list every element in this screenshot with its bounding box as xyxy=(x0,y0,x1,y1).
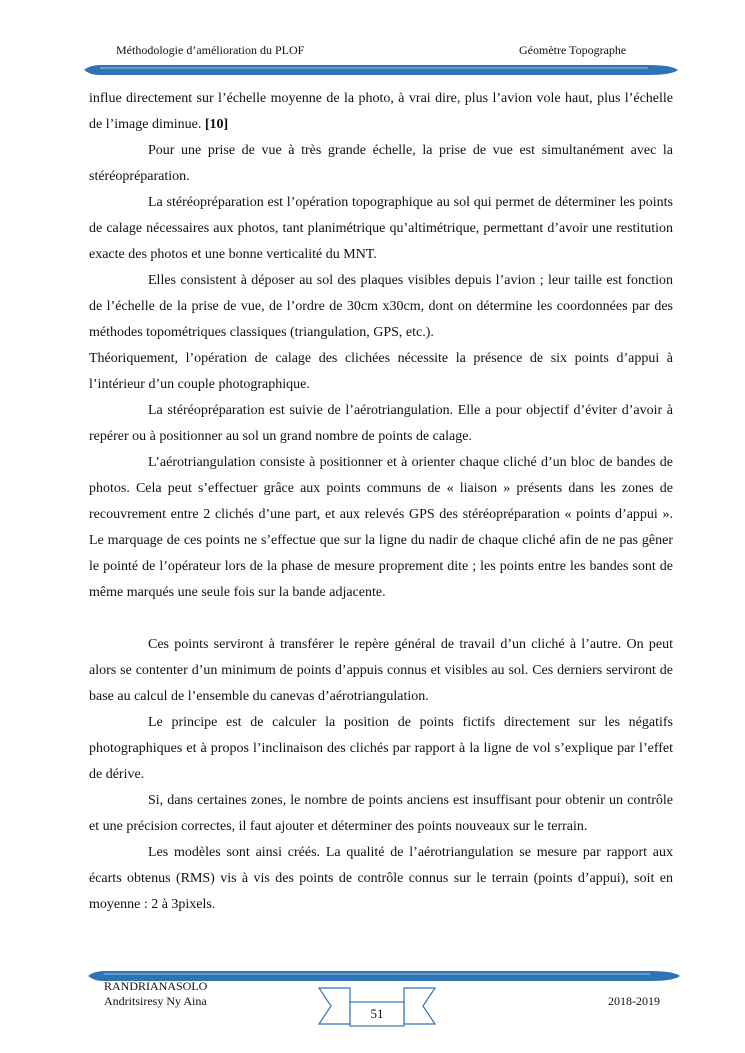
paragraph: La stéréopréparation est suivie de l’aérotriangulation. Elle a pour objectif d’éviter d’avoir à repérer ou à positionner au sol un grand nombre de points de calage. xyxy=(89,403,673,444)
header-subtitle: Géomètre Topographe xyxy=(519,43,627,57)
paragraph: Si, dans certaines zones, le nombre de points anciens est insuffisant pour obtenir un contrôle et une précision correctes, il faut ajouter et déterminer des points nouveaux sur le terrain. xyxy=(89,793,673,834)
paragraph: Ces points serviront à transférer le repère général de travail d’un cliché à l’autre. On peut alors se contenter d’un minimum de points d’appuis connus et visibles au sol. Ces derniers serviront de base au calcul de l’ensemble du canevas d’aérotriangulation. xyxy=(89,637,673,704)
header-rule-band xyxy=(84,65,678,75)
paragraph: La stéréopréparation est l’opération topographique au sol qui permet de déterminer les points de calage nécessaires aux photos, tant planimétrique qu’altimétrique, permettant d’avoir une restitution exacte des photos et une bonne verticalité du MNT. xyxy=(89,195,673,262)
header-rule xyxy=(0,64,745,76)
paragraph-text: influe directement sur l’échelle moyenne de la photo, à vrai dire, plus l’avion vole haut, plus l’échelle de l’image diminue. xyxy=(89,91,673,132)
paragraph: Pour une prise de vue à très grande échelle, la prise de vue est simultanément avec la stéréopréparation. xyxy=(89,143,673,184)
page-number: 51 xyxy=(370,1006,384,1021)
paragraph: Théoriquement, l’opération de calage des clichées nécessite la présence de six points d’appui à l’intérieur d’un couple photographique. xyxy=(89,351,673,392)
paragraph: Les modèles sont ainsi créés. La qualité de l’aérotriangulation se mesure par rapport aux écarts obtenus (RMS) vis à vis des points de contrôle connus sur le terrain (points d’appui), soit en moyenne : 2 à 3pixels. xyxy=(89,845,673,912)
author-surname: RANDRIANASOLO xyxy=(104,979,208,993)
paragraph: Le principe est de calculer la position de points fictifs directement sur les négatifs photographiques et à propos l’inclinaison des clichés par rapport à la ligne de vol s’explique par l’effet de dérive. xyxy=(89,715,673,782)
header-title: Méthodologie d’amélioration du PLOF xyxy=(116,43,305,57)
body-text xyxy=(89,86,673,918)
paragraph xyxy=(89,86,673,138)
ribbon-left-tail xyxy=(319,988,350,1024)
paragraph: L’aérotriangulation consiste à positionner et à orienter chaque cliché d’un bloc de bandes de photos. Cela peut s’effectuer grâce aux points communs de « liaison » présents dans les zones de recouvrement entre 2 clichés d’une part, et aux relevés GPS des stéréopréparation « points d’appui ». Le marquage de ces points ne s’effectue que sur la ligne du nadir de chaque cliché afin de ne pas gêner le pointé de l’opérateur lors de la phase de mesure proprement dite ; les points entre les bandes sont de même marqués une seule fois sur la bande adjacente. xyxy=(89,455,673,600)
paragraph-spacer xyxy=(89,606,673,632)
ribbon-right-tail xyxy=(404,988,435,1024)
reference-citation: [10] xyxy=(204,117,229,132)
author-firstname: Andritsiresy Ny Aina xyxy=(104,994,207,1008)
paragraph: Elles consistent à déposer au sol des plaques visibles depuis l’avion ; leur taille est fonction de l’échelle de la prise de vue, de l’ordre de 30cm x30cm, dont on détermine les coordonnées par des méthodes topométriques classiques (triangulation, GPS, etc.). xyxy=(89,273,673,340)
academic-year: 2018-2019 xyxy=(608,994,660,1008)
